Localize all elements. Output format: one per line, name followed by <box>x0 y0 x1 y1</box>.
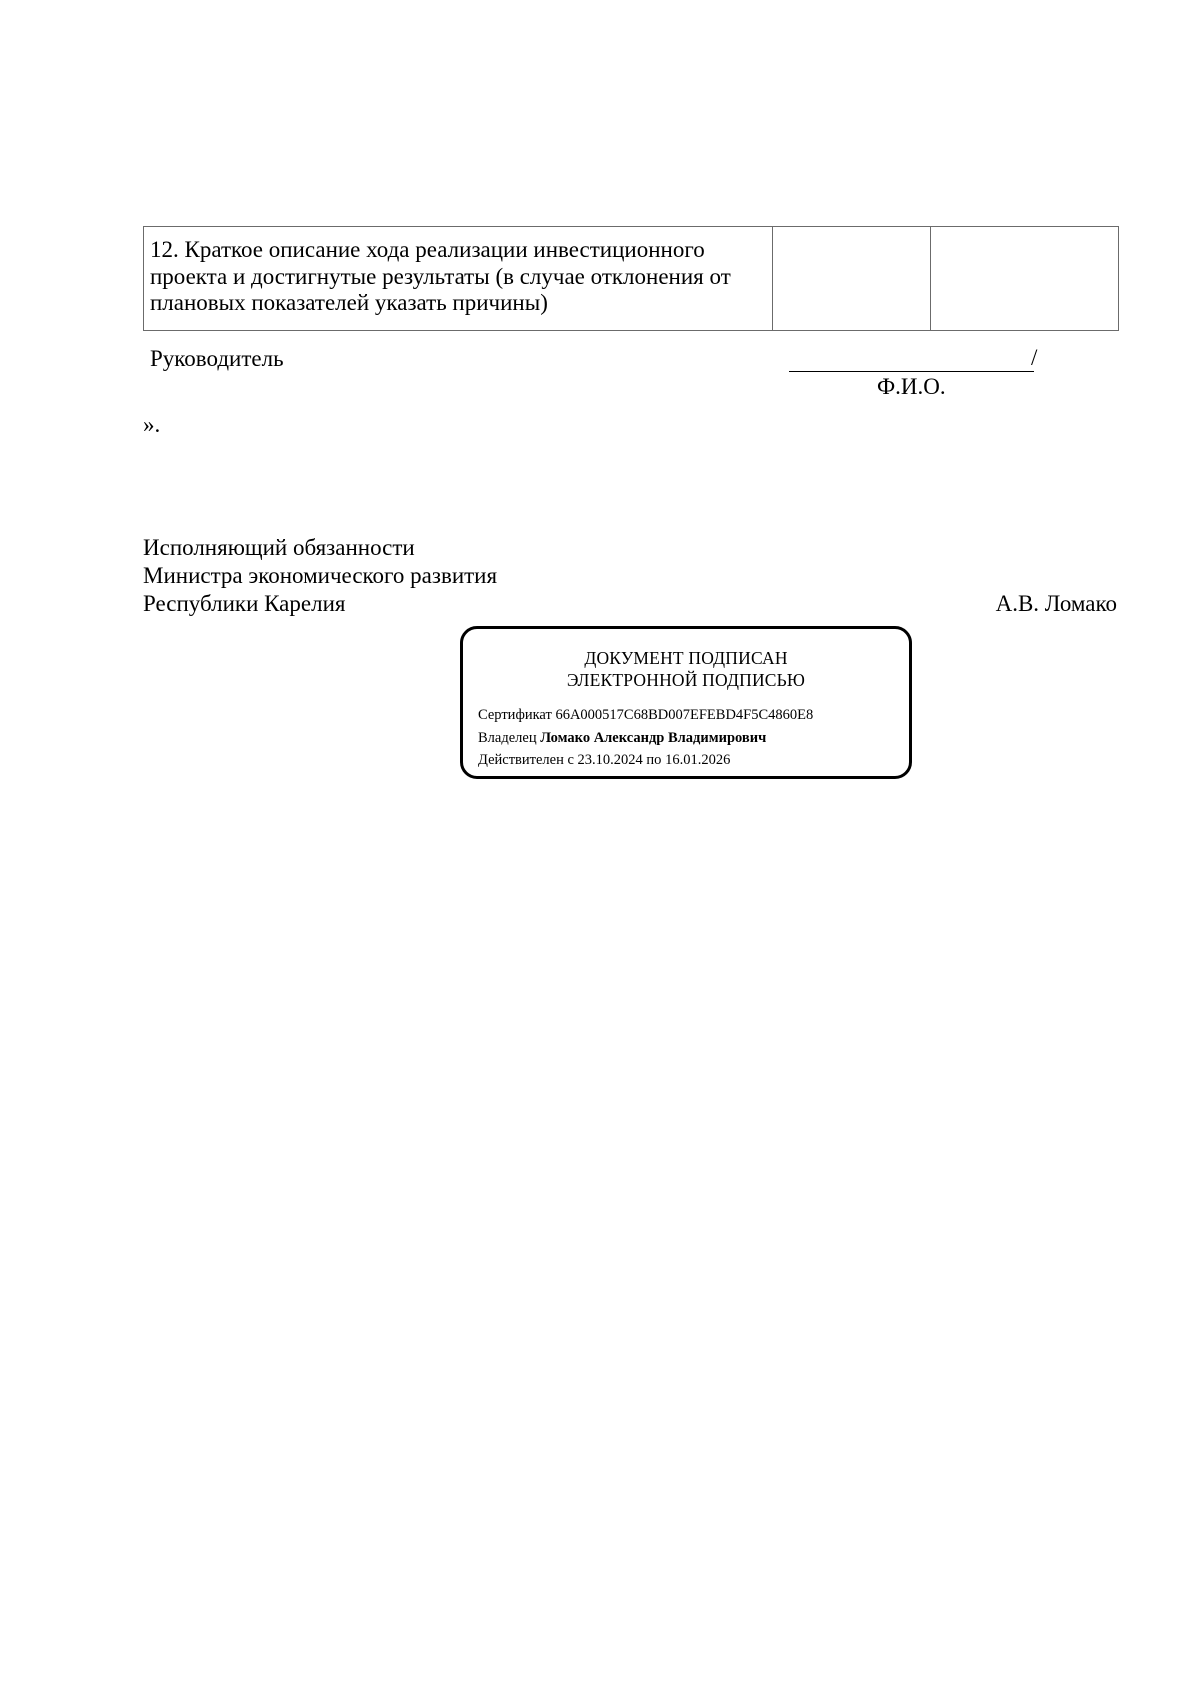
stamp-heading-line-2: ЭЛЕКТРОННОЙ ПОДПИСЬЮ <box>566 670 806 690</box>
value-cell-2 <box>931 227 1119 331</box>
row-12-description: 12. Краткое описание хода реализации инвестиционного проекта и достигнутые результаты (в случае отклонения от плановых показателей указать причины) <box>150 237 731 315</box>
valid-from-date: 23.10.2024 <box>577 752 643 768</box>
certificate-label: Сертификат <box>478 707 552 723</box>
description-cell <box>144 227 773 331</box>
signature-line <box>789 371 1034 372</box>
valid-to-label: по <box>646 752 662 768</box>
certificate-number: 66A000517C68BD007EFEBD4F5C4860E8 <box>555 707 814 723</box>
signatory-name: А.В. Ломако <box>995 591 1117 616</box>
owner-line <box>478 729 766 747</box>
signatory-position-line-1: Исполняющий обязанности <box>143 535 415 560</box>
valid-to-date: 16.01.2026 <box>665 752 731 768</box>
fio-caption: Ф.И.О. <box>877 374 946 399</box>
signatory-position-line-2: Министра экономического развития <box>143 563 498 588</box>
stamp-heading-line-1: ДОКУМЕНТ ПОДПИСАН <box>584 648 788 668</box>
valid-from-label: с <box>567 752 574 768</box>
valid-label: Действителен <box>478 752 564 768</box>
row-12-value-2 <box>931 227 1118 237</box>
e-signature-stamp <box>460 626 912 779</box>
signature-line-slash: / <box>1031 345 1038 370</box>
row-12-value-1 <box>773 227 930 237</box>
validity-line <box>478 751 730 769</box>
role-label: Руководитель <box>150 346 284 371</box>
closing-quote: ». <box>143 412 161 437</box>
signatory-position-line-3: Республики Карелия <box>143 591 346 616</box>
certificate-line <box>478 706 813 724</box>
table-row <box>144 227 1119 331</box>
owner-name: Ломако Александр Владимирович <box>540 730 767 746</box>
report-table <box>143 226 1119 331</box>
owner-label: Владелец <box>478 730 537 746</box>
value-cell-1 <box>773 227 931 331</box>
